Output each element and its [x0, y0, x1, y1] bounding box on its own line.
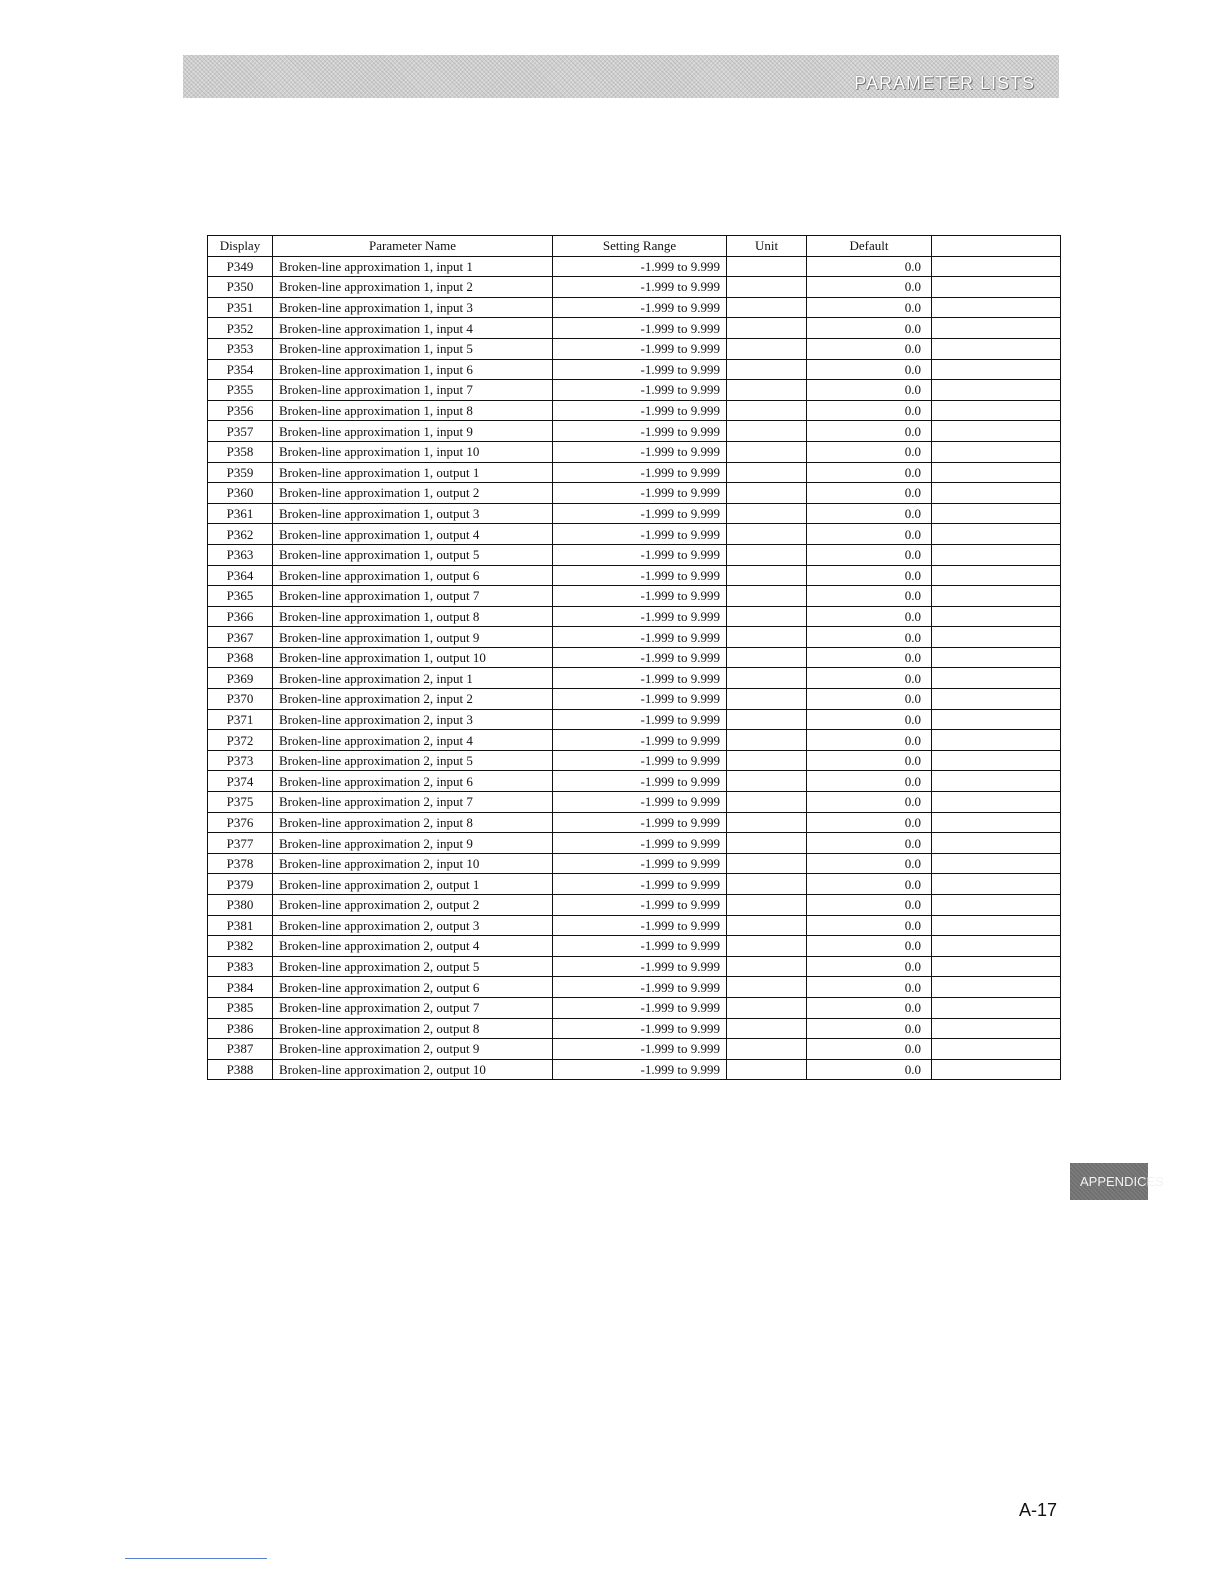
blank-cell [932, 647, 1061, 668]
unit-cell [727, 297, 807, 318]
section-title: PARAMETER LISTS [854, 73, 1035, 93]
blank-cell [932, 936, 1061, 957]
display-cell: P362 [208, 524, 273, 545]
setting-range-cell: -1.999 to 9.999 [553, 956, 727, 977]
default-cell: 0.0 [807, 1018, 932, 1039]
setting-range-cell: -1.999 to 9.999 [553, 318, 727, 339]
unit-cell [727, 627, 807, 648]
default-cell: 0.0 [807, 1039, 932, 1060]
setting-range-cell: -1.999 to 9.999 [553, 606, 727, 627]
setting-range-cell: -1.999 to 9.999 [553, 689, 727, 710]
blank-cell [932, 792, 1061, 813]
default-cell: 0.0 [807, 256, 932, 277]
appendices-tab [1070, 1163, 1164, 1200]
default-cell: 0.0 [807, 565, 932, 586]
blank-cell [932, 586, 1061, 607]
table-row [208, 977, 1061, 998]
appendices-tab-label: APPENDICES [1080, 1174, 1164, 1189]
parameter-name-cell: Broken-line approximation 1, output 10 [273, 647, 553, 668]
table-row [208, 792, 1061, 813]
unit-cell [727, 462, 807, 483]
table-row [208, 1039, 1061, 1060]
table-row [208, 483, 1061, 504]
default-cell: 0.0 [807, 936, 932, 957]
display-cell: P374 [208, 771, 273, 792]
setting-range-cell: -1.999 to 9.999 [553, 709, 727, 730]
unit-cell [727, 606, 807, 627]
blank-cell [932, 503, 1061, 524]
blank-cell [932, 380, 1061, 401]
unit-cell [727, 668, 807, 689]
display-cell: P361 [208, 503, 273, 524]
column-header-parameter-name: Parameter Name [273, 236, 553, 257]
display-cell: P353 [208, 338, 273, 359]
setting-range-cell: -1.999 to 9.999 [553, 977, 727, 998]
default-cell: 0.0 [807, 750, 932, 771]
display-cell: P365 [208, 586, 273, 607]
default-cell: 0.0 [807, 956, 932, 977]
setting-range-cell: -1.999 to 9.999 [553, 421, 727, 442]
default-cell: 0.0 [807, 647, 932, 668]
default-cell: 0.0 [807, 812, 932, 833]
default-cell: 0.0 [807, 627, 932, 648]
default-cell: 0.0 [807, 977, 932, 998]
setting-range-cell: -1.999 to 9.999 [553, 256, 727, 277]
default-cell: 0.0 [807, 833, 932, 854]
parameter-name-cell: Broken-line approximation 2, output 10 [273, 1059, 553, 1080]
default-cell: 0.0 [807, 1059, 932, 1080]
display-cell: P357 [208, 421, 273, 442]
default-cell: 0.0 [807, 895, 932, 916]
unit-cell [727, 1018, 807, 1039]
parameter-name-cell: Broken-line approximation 2, output 7 [273, 997, 553, 1018]
blank-cell [932, 421, 1061, 442]
table-row [208, 359, 1061, 380]
setting-range-cell: -1.999 to 9.999 [553, 771, 727, 792]
blank-cell [932, 441, 1061, 462]
setting-range-cell: -1.999 to 9.999 [553, 297, 727, 318]
page-number: A-17 [1019, 1500, 1058, 1520]
parameter-name-cell: Broken-line approximation 1, input 6 [273, 359, 553, 380]
table-row [208, 544, 1061, 565]
unit-cell [727, 833, 807, 854]
setting-range-cell: -1.999 to 9.999 [553, 1018, 727, 1039]
blank-cell [932, 338, 1061, 359]
parameter-name-cell: Broken-line approximation 2, output 2 [273, 895, 553, 916]
table-row [208, 462, 1061, 483]
default-cell: 0.0 [807, 462, 932, 483]
unit-cell [727, 771, 807, 792]
display-cell: P366 [208, 606, 273, 627]
display-cell: P360 [208, 483, 273, 504]
unit-cell [727, 812, 807, 833]
parameter-name-cell: Broken-line approximation 1, input 9 [273, 421, 553, 442]
blank-cell [932, 483, 1061, 504]
parameter-name-cell: Broken-line approximation 1, input 5 [273, 338, 553, 359]
default-cell: 0.0 [807, 338, 932, 359]
default-cell: 0.0 [807, 709, 932, 730]
setting-range-cell: -1.999 to 9.999 [553, 833, 727, 854]
default-cell: 0.0 [807, 297, 932, 318]
blank-cell [932, 956, 1061, 977]
parameter-name-cell: Broken-line approximation 1, output 4 [273, 524, 553, 545]
setting-range-cell: -1.999 to 9.999 [553, 874, 727, 895]
setting-range-cell: -1.999 to 9.999 [553, 565, 727, 586]
table-row [208, 524, 1061, 545]
blank-cell [932, 750, 1061, 771]
setting-range-cell: -1.999 to 9.999 [553, 627, 727, 648]
table-row [208, 997, 1061, 1018]
display-cell: P369 [208, 668, 273, 689]
parameter-name-cell: Broken-line approximation 2, input 7 [273, 792, 553, 813]
parameter-name-cell: Broken-line approximation 2, input 10 [273, 853, 553, 874]
default-cell: 0.0 [807, 483, 932, 504]
table-row [208, 586, 1061, 607]
display-cell: P388 [208, 1059, 273, 1080]
parameter-name-cell: Broken-line approximation 2, output 1 [273, 874, 553, 895]
setting-range-cell: -1.999 to 9.999 [553, 936, 727, 957]
column-header-blank [932, 236, 1061, 257]
display-cell: P370 [208, 689, 273, 710]
blank-cell [932, 771, 1061, 792]
display-cell: P381 [208, 915, 273, 936]
blank-cell [932, 256, 1061, 277]
parameter-name-cell: Broken-line approximation 2, output 8 [273, 1018, 553, 1039]
table-row [208, 503, 1061, 524]
parameter-table [207, 235, 1061, 1080]
blank-cell [932, 277, 1061, 298]
display-cell: P349 [208, 256, 273, 277]
parameter-name-cell: Broken-line approximation 2, output 4 [273, 936, 553, 957]
display-cell: P373 [208, 750, 273, 771]
display-cell: P386 [208, 1018, 273, 1039]
unit-cell [727, 318, 807, 339]
display-cell: P356 [208, 400, 273, 421]
unit-cell [727, 483, 807, 504]
setting-range-cell: -1.999 to 9.999 [553, 380, 727, 401]
blank-cell [932, 1039, 1061, 1060]
unit-cell [727, 338, 807, 359]
table-row [208, 812, 1061, 833]
blank-cell [932, 689, 1061, 710]
blank-cell [932, 462, 1061, 483]
setting-range-cell: -1.999 to 9.999 [553, 544, 727, 565]
display-cell: P368 [208, 647, 273, 668]
blank-cell [932, 895, 1061, 916]
table-row [208, 380, 1061, 401]
parameter-name-cell: Broken-line approximation 2, input 6 [273, 771, 553, 792]
parameter-name-cell: Broken-line approximation 2, output 6 [273, 977, 553, 998]
table-row [208, 400, 1061, 421]
default-cell: 0.0 [807, 544, 932, 565]
setting-range-cell: -1.999 to 9.999 [553, 895, 727, 916]
table-row [208, 338, 1061, 359]
parameter-name-cell: Broken-line approximation 1, input 3 [273, 297, 553, 318]
blank-cell [932, 297, 1061, 318]
display-cell: P387 [208, 1039, 273, 1060]
blank-cell [932, 1059, 1061, 1080]
parameter-name-cell: Broken-line approximation 1, input 1 [273, 256, 553, 277]
blank-cell [932, 730, 1061, 751]
default-cell: 0.0 [807, 503, 932, 524]
table-row [208, 689, 1061, 710]
display-cell: P351 [208, 297, 273, 318]
default-cell: 0.0 [807, 915, 932, 936]
display-cell: P375 [208, 792, 273, 813]
setting-range-cell: -1.999 to 9.999 [553, 730, 727, 751]
unit-cell [727, 853, 807, 874]
table-row [208, 277, 1061, 298]
parameter-name-cell: Broken-line approximation 1, input 10 [273, 441, 553, 462]
unit-cell [727, 524, 807, 545]
blank-cell [932, 544, 1061, 565]
column-header-default: Default [807, 236, 932, 257]
unit-cell [727, 915, 807, 936]
unit-cell [727, 256, 807, 277]
default-cell: 0.0 [807, 997, 932, 1018]
section-header-band [183, 55, 1059, 98]
default-cell: 0.0 [807, 586, 932, 607]
setting-range-cell: -1.999 to 9.999 [553, 668, 727, 689]
setting-range-cell: -1.999 to 9.999 [553, 586, 727, 607]
table-row [208, 256, 1061, 277]
unit-cell [727, 277, 807, 298]
display-cell: P367 [208, 627, 273, 648]
footer-rule [125, 1558, 267, 1559]
setting-range-cell: -1.999 to 9.999 [553, 400, 727, 421]
parameter-name-cell: Broken-line approximation 1, output 5 [273, 544, 553, 565]
unit-cell [727, 936, 807, 957]
parameter-name-cell: Broken-line approximation 2, input 8 [273, 812, 553, 833]
unit-cell [727, 400, 807, 421]
setting-range-cell: -1.999 to 9.999 [553, 997, 727, 1018]
default-cell: 0.0 [807, 400, 932, 421]
blank-cell [932, 668, 1061, 689]
table-row [208, 297, 1061, 318]
table-row [208, 627, 1061, 648]
display-cell: P383 [208, 956, 273, 977]
column-header-unit: Unit [727, 236, 807, 257]
unit-cell [727, 1059, 807, 1080]
blank-cell [932, 606, 1061, 627]
display-cell: P377 [208, 833, 273, 854]
display-cell: P364 [208, 565, 273, 586]
default-cell: 0.0 [807, 668, 932, 689]
table-row [208, 915, 1061, 936]
table-row [208, 771, 1061, 792]
unit-cell [727, 874, 807, 895]
default-cell: 0.0 [807, 380, 932, 401]
unit-cell [727, 689, 807, 710]
parameter-name-cell: Broken-line approximation 1, output 6 [273, 565, 553, 586]
default-cell: 0.0 [807, 874, 932, 895]
unit-cell [727, 997, 807, 1018]
table-row [208, 936, 1061, 957]
default-cell: 0.0 [807, 524, 932, 545]
blank-cell [932, 997, 1061, 1018]
table-row [208, 895, 1061, 916]
setting-range-cell: -1.999 to 9.999 [553, 524, 727, 545]
parameter-name-cell: Broken-line approximation 2, output 3 [273, 915, 553, 936]
display-cell: P372 [208, 730, 273, 751]
table-body [208, 256, 1061, 1080]
parameter-name-cell: Broken-line approximation 1, input 7 [273, 380, 553, 401]
unit-cell [727, 503, 807, 524]
table-row [208, 565, 1061, 586]
parameter-name-cell: Broken-line approximation 1, output 7 [273, 586, 553, 607]
parameter-name-cell: Broken-line approximation 2, input 1 [273, 668, 553, 689]
parameter-name-cell: Broken-line approximation 2, output 9 [273, 1039, 553, 1060]
display-cell: P384 [208, 977, 273, 998]
unit-cell [727, 895, 807, 916]
table-row [208, 647, 1061, 668]
table-row [208, 730, 1061, 751]
parameter-name-cell: Broken-line approximation 2, input 3 [273, 709, 553, 730]
table-row [208, 750, 1061, 771]
setting-range-cell: -1.999 to 9.999 [553, 792, 727, 813]
blank-cell [932, 915, 1061, 936]
table-row [208, 441, 1061, 462]
unit-cell [727, 750, 807, 771]
blank-cell [932, 812, 1061, 833]
unit-cell [727, 977, 807, 998]
unit-cell [727, 586, 807, 607]
display-cell: P378 [208, 853, 273, 874]
table-row [208, 668, 1061, 689]
default-cell: 0.0 [807, 277, 932, 298]
display-cell: P379 [208, 874, 273, 895]
setting-range-cell: -1.999 to 9.999 [553, 483, 727, 504]
parameter-name-cell: Broken-line approximation 2, input 5 [273, 750, 553, 771]
blank-cell [932, 874, 1061, 895]
setting-range-cell: -1.999 to 9.999 [553, 750, 727, 771]
setting-range-cell: -1.999 to 9.999 [553, 915, 727, 936]
setting-range-cell: -1.999 to 9.999 [553, 503, 727, 524]
blank-cell [932, 400, 1061, 421]
blank-cell [932, 565, 1061, 586]
setting-range-cell: -1.999 to 9.999 [553, 277, 727, 298]
display-cell: P371 [208, 709, 273, 730]
parameter-name-cell: Broken-line approximation 2, output 5 [273, 956, 553, 977]
blank-cell [932, 627, 1061, 648]
display-cell: P376 [208, 812, 273, 833]
display-cell: P359 [208, 462, 273, 483]
unit-cell [727, 1039, 807, 1060]
unit-cell [727, 730, 807, 751]
parameter-name-cell: Broken-line approximation 1, output 3 [273, 503, 553, 524]
display-cell: P358 [208, 441, 273, 462]
blank-cell [932, 1018, 1061, 1039]
parameter-name-cell: Broken-line approximation 2, input 4 [273, 730, 553, 751]
parameter-name-cell: Broken-line approximation 1, output 2 [273, 483, 553, 504]
display-cell: P380 [208, 895, 273, 916]
unit-cell [727, 956, 807, 977]
setting-range-cell: -1.999 to 9.999 [553, 1039, 727, 1060]
unit-cell [727, 421, 807, 442]
default-cell: 0.0 [807, 792, 932, 813]
parameter-name-cell: Broken-line approximation 1, output 9 [273, 627, 553, 648]
display-cell: P354 [208, 359, 273, 380]
table-row [208, 874, 1061, 895]
setting-range-cell: -1.999 to 9.999 [553, 1059, 727, 1080]
table-row [208, 853, 1061, 874]
parameter-name-cell: Broken-line approximation 1, input 4 [273, 318, 553, 339]
table-row [208, 1018, 1061, 1039]
blank-cell [932, 318, 1061, 339]
blank-cell [932, 833, 1061, 854]
table-row [208, 421, 1061, 442]
parameter-name-cell: Broken-line approximation 1, input 8 [273, 400, 553, 421]
blank-cell [932, 853, 1061, 874]
unit-cell [727, 792, 807, 813]
parameter-name-cell: Broken-line approximation 2, input 9 [273, 833, 553, 854]
default-cell: 0.0 [807, 771, 932, 792]
default-cell: 0.0 [807, 441, 932, 462]
table-row [208, 833, 1061, 854]
blank-cell [932, 524, 1061, 545]
table-row [208, 606, 1061, 627]
unit-cell [727, 380, 807, 401]
default-cell: 0.0 [807, 606, 932, 627]
default-cell: 0.0 [807, 359, 932, 380]
unit-cell [727, 441, 807, 462]
column-header-display: Display [208, 236, 273, 257]
blank-cell [932, 709, 1061, 730]
display-cell: P382 [208, 936, 273, 957]
blank-cell [932, 359, 1061, 380]
setting-range-cell: -1.999 to 9.999 [553, 338, 727, 359]
setting-range-cell: -1.999 to 9.999 [553, 441, 727, 462]
table-row [208, 956, 1061, 977]
setting-range-cell: -1.999 to 9.999 [553, 812, 727, 833]
display-cell: P352 [208, 318, 273, 339]
default-cell: 0.0 [807, 689, 932, 710]
table-row [208, 318, 1061, 339]
unit-cell [727, 647, 807, 668]
setting-range-cell: -1.999 to 9.999 [553, 359, 727, 380]
display-cell: P350 [208, 277, 273, 298]
table-row [208, 1059, 1061, 1080]
parameter-name-cell: Broken-line approximation 1, output 1 [273, 462, 553, 483]
unit-cell [727, 544, 807, 565]
table-row [208, 709, 1061, 730]
unit-cell [727, 709, 807, 730]
parameter-name-cell: Broken-line approximation 2, input 2 [273, 689, 553, 710]
parameter-name-cell: Broken-line approximation 1, input 2 [273, 277, 553, 298]
display-cell: P385 [208, 997, 273, 1018]
unit-cell [727, 359, 807, 380]
setting-range-cell: -1.999 to 9.999 [553, 853, 727, 874]
default-cell: 0.0 [807, 421, 932, 442]
table-header-row [208, 236, 1061, 257]
display-cell: P363 [208, 544, 273, 565]
setting-range-cell: -1.999 to 9.999 [553, 647, 727, 668]
column-header-setting-range: Setting Range [553, 236, 727, 257]
display-cell: P355 [208, 380, 273, 401]
default-cell: 0.0 [807, 318, 932, 339]
unit-cell [727, 565, 807, 586]
default-cell: 0.0 [807, 730, 932, 751]
blank-cell [932, 977, 1061, 998]
setting-range-cell: -1.999 to 9.999 [553, 462, 727, 483]
default-cell: 0.0 [807, 853, 932, 874]
parameter-name-cell: Broken-line approximation 1, output 8 [273, 606, 553, 627]
